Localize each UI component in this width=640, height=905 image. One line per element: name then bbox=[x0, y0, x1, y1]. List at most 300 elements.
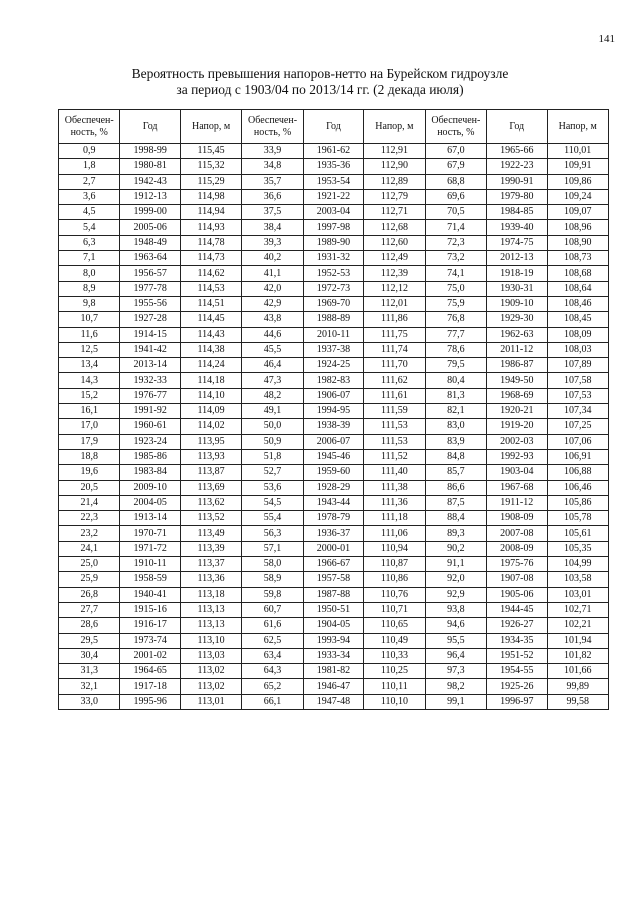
year-cell: 2009-10 bbox=[120, 480, 180, 495]
head-cell: 111,74 bbox=[364, 342, 425, 357]
head-cell: 108,64 bbox=[547, 281, 609, 296]
head-cell: 112,71 bbox=[364, 205, 425, 220]
probability-cell: 92,9 bbox=[425, 587, 486, 602]
year-cell: 1911-12 bbox=[487, 495, 547, 510]
head-cell: 111,40 bbox=[364, 465, 425, 480]
head-cell: 110,10 bbox=[364, 694, 425, 709]
header-probability: Обеспечен-ность, % bbox=[425, 110, 486, 144]
probability-cell: 96,4 bbox=[425, 648, 486, 663]
probability-cell: 25,9 bbox=[59, 572, 120, 587]
table-row bbox=[59, 342, 609, 357]
head-cell: 114,43 bbox=[180, 327, 241, 342]
head-cell: 110,71 bbox=[364, 602, 425, 617]
year-cell: 1954-55 bbox=[487, 664, 547, 679]
head-cell: 112,90 bbox=[364, 159, 425, 174]
year-cell: 1918-19 bbox=[487, 266, 547, 281]
probability-cell: 6,3 bbox=[59, 235, 120, 250]
year-cell: 1969-70 bbox=[303, 296, 363, 311]
year-cell: 1979-80 bbox=[487, 189, 547, 204]
year-cell: 1951-52 bbox=[487, 648, 547, 663]
year-cell: 1997-98 bbox=[303, 220, 363, 235]
probability-cell: 70,5 bbox=[425, 205, 486, 220]
head-cell: 108,68 bbox=[547, 266, 609, 281]
year-cell: 1963-64 bbox=[120, 251, 180, 266]
year-cell: 1917-18 bbox=[120, 679, 180, 694]
head-cell: 106,46 bbox=[547, 480, 609, 495]
header-head: Напор, м bbox=[547, 110, 609, 144]
head-cell: 113,02 bbox=[180, 664, 241, 679]
year-cell: 1975-76 bbox=[487, 557, 547, 572]
table-row bbox=[59, 144, 609, 159]
probability-cell: 77,7 bbox=[425, 327, 486, 342]
header-head: Напор, м bbox=[180, 110, 241, 144]
probability-cell: 86,6 bbox=[425, 480, 486, 495]
probability-cell: 60,7 bbox=[242, 602, 303, 617]
probability-cell: 95,5 bbox=[425, 633, 486, 648]
year-cell: 2008-09 bbox=[487, 541, 547, 556]
year-cell: 1930-31 bbox=[487, 281, 547, 296]
table-row bbox=[59, 159, 609, 174]
probability-cell: 27,7 bbox=[59, 602, 120, 617]
probability-cell: 22,3 bbox=[59, 511, 120, 526]
year-cell: 1929-30 bbox=[487, 312, 547, 327]
probability-cell: 8,0 bbox=[59, 266, 120, 281]
probability-cell: 33,9 bbox=[242, 144, 303, 159]
probability-cell: 54,5 bbox=[242, 495, 303, 510]
probability-cell: 21,4 bbox=[59, 495, 120, 510]
probability-cell: 35,7 bbox=[242, 174, 303, 189]
head-cell: 112,49 bbox=[364, 251, 425, 266]
head-cell: 114,18 bbox=[180, 373, 241, 388]
year-cell: 1919-20 bbox=[487, 419, 547, 434]
probability-cell: 75,0 bbox=[425, 281, 486, 296]
year-cell: 1934-35 bbox=[487, 633, 547, 648]
table-row bbox=[59, 541, 609, 556]
year-cell: 1999-00 bbox=[120, 205, 180, 220]
head-cell: 112,68 bbox=[364, 220, 425, 235]
probability-cell: 51,8 bbox=[242, 449, 303, 464]
head-cell: 111,59 bbox=[364, 404, 425, 419]
year-cell: 1994-95 bbox=[303, 404, 363, 419]
probability-cell: 4,5 bbox=[59, 205, 120, 220]
head-cell: 113,36 bbox=[180, 572, 241, 587]
probability-cell: 11,6 bbox=[59, 327, 120, 342]
year-cell: 1921-22 bbox=[303, 189, 363, 204]
probability-cell: 19,6 bbox=[59, 465, 120, 480]
probability-cell: 87,5 bbox=[425, 495, 486, 510]
head-cell: 108,90 bbox=[547, 235, 609, 250]
page-number: 141 bbox=[598, 33, 615, 45]
probability-cell: 26,8 bbox=[59, 587, 120, 602]
head-cell: 111,86 bbox=[364, 312, 425, 327]
year-cell: 1995-96 bbox=[120, 694, 180, 709]
head-cell: 107,25 bbox=[547, 419, 609, 434]
year-cell: 1949-50 bbox=[487, 373, 547, 388]
table-row bbox=[59, 419, 609, 434]
probability-cell: 24,1 bbox=[59, 541, 120, 556]
probability-cell: 94,6 bbox=[425, 618, 486, 633]
head-cell: 113,13 bbox=[180, 618, 241, 633]
year-cell: 1989-90 bbox=[303, 235, 363, 250]
year-cell: 1941-42 bbox=[120, 342, 180, 357]
probability-cell: 1,8 bbox=[59, 159, 120, 174]
year-cell: 1993-94 bbox=[303, 633, 363, 648]
probability-cell: 78,6 bbox=[425, 342, 486, 357]
head-cell: 113,13 bbox=[180, 602, 241, 617]
head-cell: 114,98 bbox=[180, 189, 241, 204]
head-cell: 115,45 bbox=[180, 144, 241, 159]
head-cell: 111,70 bbox=[364, 358, 425, 373]
head-cell: 107,34 bbox=[547, 404, 609, 419]
head-cell: 112,60 bbox=[364, 235, 425, 250]
probability-cell: 41,1 bbox=[242, 266, 303, 281]
table-row bbox=[59, 251, 609, 266]
head-cell: 108,45 bbox=[547, 312, 609, 327]
title-line-1: Вероятность превышения напоров-нетто на Бурейском гидроузле bbox=[131, 66, 509, 81]
table-row bbox=[59, 449, 609, 464]
probability-cell: 76,8 bbox=[425, 312, 486, 327]
probability-cell: 68,8 bbox=[425, 174, 486, 189]
probability-cell: 32,1 bbox=[59, 679, 120, 694]
year-cell: 1959-60 bbox=[303, 465, 363, 480]
year-cell: 1925-26 bbox=[487, 679, 547, 694]
head-cell: 112,01 bbox=[364, 296, 425, 311]
probability-cell: 42,0 bbox=[242, 281, 303, 296]
probability-cell: 20,5 bbox=[59, 480, 120, 495]
probability-cell: 63,4 bbox=[242, 648, 303, 663]
year-cell: 1952-53 bbox=[303, 266, 363, 281]
head-cell: 110,76 bbox=[364, 587, 425, 602]
head-cell: 103,58 bbox=[547, 572, 609, 587]
year-cell: 1924-25 bbox=[303, 358, 363, 373]
probability-cell: 56,3 bbox=[242, 526, 303, 541]
year-cell: 1991-92 bbox=[120, 404, 180, 419]
head-cell: 113,52 bbox=[180, 511, 241, 526]
head-cell: 109,07 bbox=[547, 205, 609, 220]
year-cell: 1953-54 bbox=[303, 174, 363, 189]
year-cell: 2000-01 bbox=[303, 541, 363, 556]
probability-cell: 36,6 bbox=[242, 189, 303, 204]
head-cell: 113,37 bbox=[180, 557, 241, 572]
year-cell: 2004-05 bbox=[120, 495, 180, 510]
probability-cell: 99,1 bbox=[425, 694, 486, 709]
table-row bbox=[59, 235, 609, 250]
probability-cell: 55,4 bbox=[242, 511, 303, 526]
year-cell: 1962-63 bbox=[487, 327, 547, 342]
probability-cell: 53,6 bbox=[242, 480, 303, 495]
year-cell: 2001-02 bbox=[120, 648, 180, 663]
head-cell: 113,69 bbox=[180, 480, 241, 495]
head-cell: 114,02 bbox=[180, 419, 241, 434]
head-cell: 110,49 bbox=[364, 633, 425, 648]
year-cell: 1960-61 bbox=[120, 419, 180, 434]
year-cell: 1984-85 bbox=[487, 205, 547, 220]
year-cell: 1928-29 bbox=[303, 480, 363, 495]
year-cell: 1996-97 bbox=[487, 694, 547, 709]
probability-cell: 57,1 bbox=[242, 541, 303, 556]
head-cell: 112,12 bbox=[364, 281, 425, 296]
year-cell: 1905-06 bbox=[487, 587, 547, 602]
probability-cell: 65,2 bbox=[242, 679, 303, 694]
year-cell: 1945-46 bbox=[303, 449, 363, 464]
year-cell: 1956-57 bbox=[120, 266, 180, 281]
table-row bbox=[59, 664, 609, 679]
year-cell: 1966-67 bbox=[303, 557, 363, 572]
table-row bbox=[59, 557, 609, 572]
year-cell: 1903-04 bbox=[487, 465, 547, 480]
head-cell: 111,53 bbox=[364, 434, 425, 449]
year-cell: 1955-56 bbox=[120, 296, 180, 311]
head-cell: 102,71 bbox=[547, 602, 609, 617]
probability-cell: 37,5 bbox=[242, 205, 303, 220]
table-row bbox=[59, 633, 609, 648]
year-cell: 1909-10 bbox=[487, 296, 547, 311]
year-cell: 1904-05 bbox=[303, 618, 363, 633]
probability-cell: 33,0 bbox=[59, 694, 120, 709]
head-cell: 108,46 bbox=[547, 296, 609, 311]
head-cell: 103,01 bbox=[547, 587, 609, 602]
probability-cell: 85,7 bbox=[425, 465, 486, 480]
head-cell: 114,09 bbox=[180, 404, 241, 419]
year-cell: 1982-83 bbox=[303, 373, 363, 388]
probability-cell: 0,9 bbox=[59, 144, 120, 159]
probability-cell: 58,9 bbox=[242, 572, 303, 587]
head-cell: 109,86 bbox=[547, 174, 609, 189]
table-header-row bbox=[59, 110, 609, 144]
year-cell: 2013-14 bbox=[120, 358, 180, 373]
probability-cell: 17,9 bbox=[59, 434, 120, 449]
head-cell: 114,62 bbox=[180, 266, 241, 281]
head-cell: 112,79 bbox=[364, 189, 425, 204]
head-cell: 113,10 bbox=[180, 633, 241, 648]
probability-cell: 14,3 bbox=[59, 373, 120, 388]
head-cell: 114,51 bbox=[180, 296, 241, 311]
year-cell: 1968-69 bbox=[487, 388, 547, 403]
table-row bbox=[59, 434, 609, 449]
table-body bbox=[59, 144, 609, 710]
probability-cell: 42,9 bbox=[242, 296, 303, 311]
year-cell: 1976-77 bbox=[120, 388, 180, 403]
year-cell: 1939-40 bbox=[487, 220, 547, 235]
year-cell: 1933-34 bbox=[303, 648, 363, 663]
year-cell: 1937-38 bbox=[303, 342, 363, 357]
probability-cell: 38,4 bbox=[242, 220, 303, 235]
year-cell: 1912-13 bbox=[120, 189, 180, 204]
probability-cell: 25,0 bbox=[59, 557, 120, 572]
header-head: Напор, м bbox=[364, 110, 425, 144]
probability-cell: 10,7 bbox=[59, 312, 120, 327]
year-cell: 1927-28 bbox=[120, 312, 180, 327]
table-row bbox=[59, 312, 609, 327]
year-cell: 1942-43 bbox=[120, 174, 180, 189]
probability-cell: 13,4 bbox=[59, 358, 120, 373]
probability-cell: 17,0 bbox=[59, 419, 120, 434]
head-cell: 107,89 bbox=[547, 358, 609, 373]
head-cell: 113,02 bbox=[180, 679, 241, 694]
probability-cell: 18,8 bbox=[59, 449, 120, 464]
head-cell: 111,62 bbox=[364, 373, 425, 388]
table-row bbox=[59, 205, 609, 220]
probability-cell: 90,2 bbox=[425, 541, 486, 556]
probability-cell: 74,1 bbox=[425, 266, 486, 281]
probability-cell: 31,3 bbox=[59, 664, 120, 679]
probability-cell: 88,4 bbox=[425, 511, 486, 526]
head-cell: 114,38 bbox=[180, 342, 241, 357]
document-title bbox=[0, 66, 640, 98]
year-cell: 1920-21 bbox=[487, 404, 547, 419]
table-row bbox=[59, 679, 609, 694]
probability-cell: 39,3 bbox=[242, 235, 303, 250]
year-cell: 2012-13 bbox=[487, 251, 547, 266]
probability-cell: 79,5 bbox=[425, 358, 486, 373]
head-cell: 99,89 bbox=[547, 679, 609, 694]
head-cell: 114,94 bbox=[180, 205, 241, 220]
table-row bbox=[59, 404, 609, 419]
probability-table bbox=[58, 109, 609, 710]
probability-cell: 44,6 bbox=[242, 327, 303, 342]
probability-cell: 5,4 bbox=[59, 220, 120, 235]
year-cell: 1977-78 bbox=[120, 281, 180, 296]
year-cell: 1988-89 bbox=[303, 312, 363, 327]
probability-cell: 2,7 bbox=[59, 174, 120, 189]
year-cell: 1932-33 bbox=[120, 373, 180, 388]
probability-cell: 64,3 bbox=[242, 664, 303, 679]
year-cell: 1985-86 bbox=[120, 449, 180, 464]
table-row bbox=[59, 526, 609, 541]
table-row bbox=[59, 480, 609, 495]
head-cell: 113,95 bbox=[180, 434, 241, 449]
head-cell: 111,75 bbox=[364, 327, 425, 342]
head-cell: 111,52 bbox=[364, 449, 425, 464]
table-row bbox=[59, 281, 609, 296]
probability-cell: 40,2 bbox=[242, 251, 303, 266]
head-cell: 110,86 bbox=[364, 572, 425, 587]
table-row bbox=[59, 189, 609, 204]
head-cell: 108,73 bbox=[547, 251, 609, 266]
year-cell: 1946-47 bbox=[303, 679, 363, 694]
head-cell: 114,78 bbox=[180, 235, 241, 250]
header-year: Год bbox=[303, 110, 363, 144]
head-cell: 107,53 bbox=[547, 388, 609, 403]
table-row bbox=[59, 587, 609, 602]
year-cell: 2010-11 bbox=[303, 327, 363, 342]
year-cell: 2011-12 bbox=[487, 342, 547, 357]
year-cell: 1986-87 bbox=[487, 358, 547, 373]
probability-cell: 16,1 bbox=[59, 404, 120, 419]
head-cell: 111,53 bbox=[364, 419, 425, 434]
head-cell: 105,78 bbox=[547, 511, 609, 526]
year-cell: 1914-15 bbox=[120, 327, 180, 342]
table-row bbox=[59, 602, 609, 617]
probability-cell: 59,8 bbox=[242, 587, 303, 602]
probability-cell: 91,1 bbox=[425, 557, 486, 572]
head-cell: 113,62 bbox=[180, 495, 241, 510]
table-row bbox=[59, 358, 609, 373]
head-cell: 114,10 bbox=[180, 388, 241, 403]
probability-cell: 92,0 bbox=[425, 572, 486, 587]
head-cell: 111,18 bbox=[364, 511, 425, 526]
year-cell: 1936-37 bbox=[303, 526, 363, 541]
head-cell: 110,25 bbox=[364, 664, 425, 679]
head-cell: 113,39 bbox=[180, 541, 241, 556]
year-cell: 2007-08 bbox=[487, 526, 547, 541]
year-cell: 1931-32 bbox=[303, 251, 363, 266]
head-cell: 114,53 bbox=[180, 281, 241, 296]
probability-cell: 9,8 bbox=[59, 296, 120, 311]
probability-cell: 93,8 bbox=[425, 602, 486, 617]
year-cell: 1987-88 bbox=[303, 587, 363, 602]
year-cell: 1916-17 bbox=[120, 618, 180, 633]
header-year: Год bbox=[120, 110, 180, 144]
table-row bbox=[59, 373, 609, 388]
head-cell: 110,11 bbox=[364, 679, 425, 694]
table-row bbox=[59, 694, 609, 709]
year-cell: 1907-08 bbox=[487, 572, 547, 587]
head-cell: 114,24 bbox=[180, 358, 241, 373]
table-row bbox=[59, 511, 609, 526]
table-row bbox=[59, 648, 609, 663]
table-row bbox=[59, 495, 609, 510]
year-cell: 1983-84 bbox=[120, 465, 180, 480]
table-row bbox=[59, 220, 609, 235]
head-cell: 113,87 bbox=[180, 465, 241, 480]
year-cell: 1981-82 bbox=[303, 664, 363, 679]
probability-cell: 15,2 bbox=[59, 388, 120, 403]
year-cell: 1948-49 bbox=[120, 235, 180, 250]
head-cell: 111,38 bbox=[364, 480, 425, 495]
probability-cell: 23,2 bbox=[59, 526, 120, 541]
head-cell: 104,99 bbox=[547, 557, 609, 572]
table-row bbox=[59, 618, 609, 633]
probability-cell: 73,2 bbox=[425, 251, 486, 266]
head-cell: 99,58 bbox=[547, 694, 609, 709]
year-cell: 1990-91 bbox=[487, 174, 547, 189]
year-cell: 1922-23 bbox=[487, 159, 547, 174]
head-cell: 111,06 bbox=[364, 526, 425, 541]
probability-cell: 43,8 bbox=[242, 312, 303, 327]
year-cell: 2006-07 bbox=[303, 434, 363, 449]
head-cell: 113,18 bbox=[180, 587, 241, 602]
probability-cell: 58,0 bbox=[242, 557, 303, 572]
head-cell: 113,03 bbox=[180, 648, 241, 663]
head-cell: 110,33 bbox=[364, 648, 425, 663]
year-cell: 1961-62 bbox=[303, 144, 363, 159]
year-cell: 1943-44 bbox=[303, 495, 363, 510]
probability-cell: 61,6 bbox=[242, 618, 303, 633]
head-cell: 110,87 bbox=[364, 557, 425, 572]
table-row bbox=[59, 572, 609, 587]
head-cell: 113,01 bbox=[180, 694, 241, 709]
head-cell: 115,32 bbox=[180, 159, 241, 174]
year-cell: 1974-75 bbox=[487, 235, 547, 250]
year-cell: 1923-24 bbox=[120, 434, 180, 449]
probability-cell: 97,3 bbox=[425, 664, 486, 679]
probability-cell: 34,8 bbox=[242, 159, 303, 174]
probability-cell: 8,9 bbox=[59, 281, 120, 296]
probability-cell: 69,6 bbox=[425, 189, 486, 204]
head-cell: 105,86 bbox=[547, 495, 609, 510]
year-cell: 1938-39 bbox=[303, 419, 363, 434]
year-cell: 1970-71 bbox=[120, 526, 180, 541]
head-cell: 108,03 bbox=[547, 342, 609, 357]
probability-cell: 12,5 bbox=[59, 342, 120, 357]
head-cell: 115,29 bbox=[180, 174, 241, 189]
probability-cell: 48,2 bbox=[242, 388, 303, 403]
year-cell: 1980-81 bbox=[120, 159, 180, 174]
head-cell: 108,96 bbox=[547, 220, 609, 235]
year-cell: 1910-11 bbox=[120, 557, 180, 572]
header-year: Год bbox=[487, 110, 547, 144]
